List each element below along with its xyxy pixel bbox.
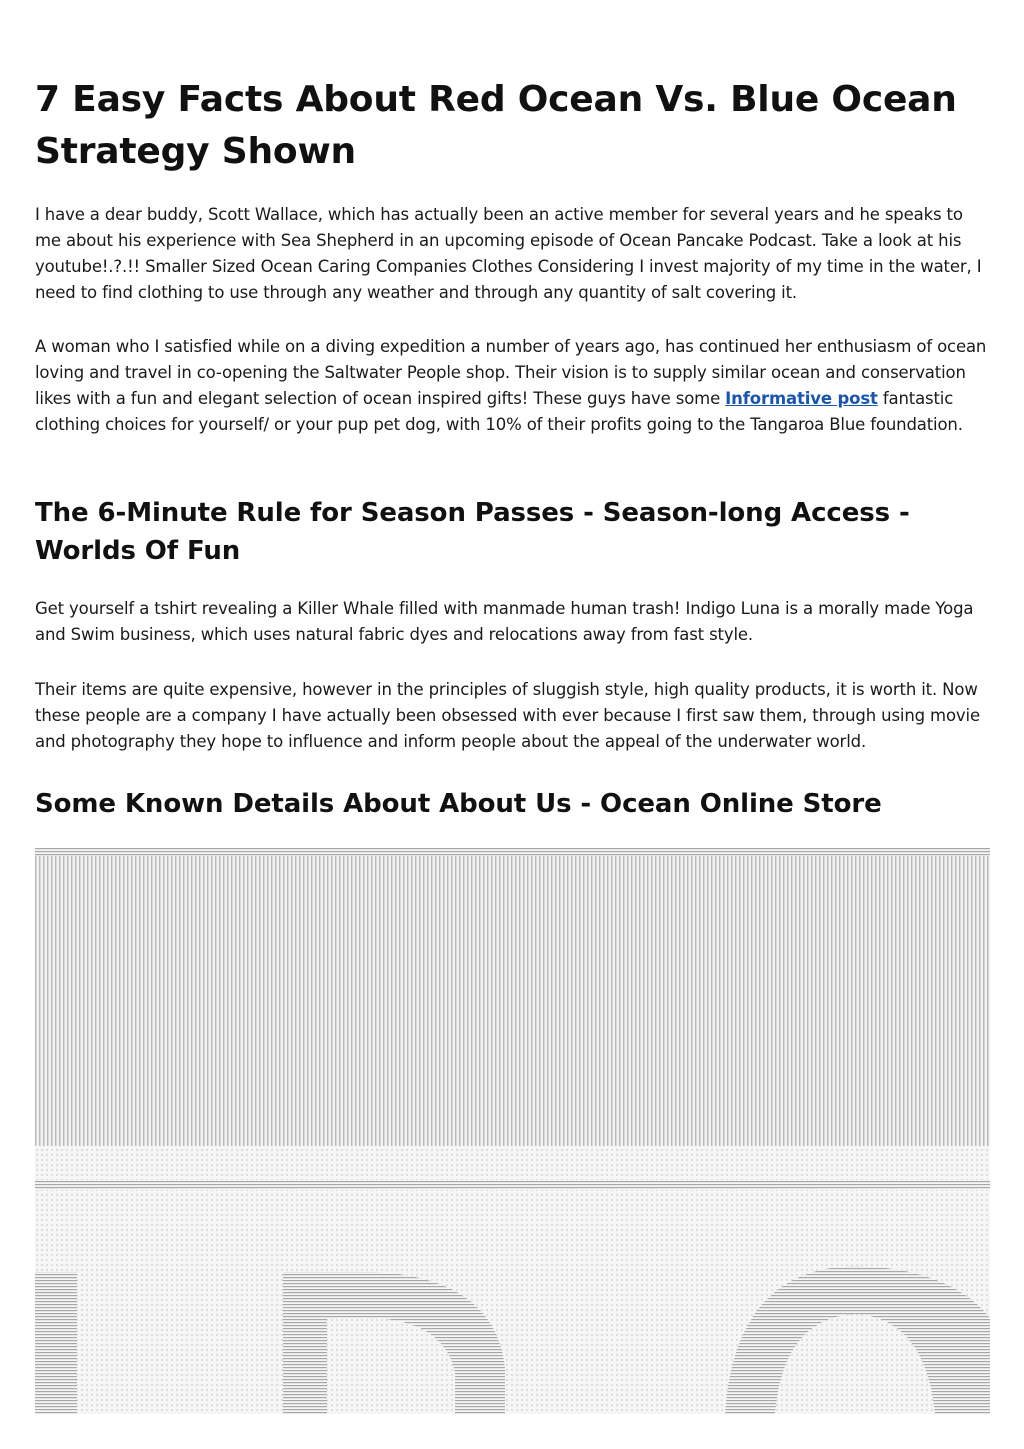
image-middle-band xyxy=(35,1180,990,1190)
article-paragraph-4: Their items are quite expensive, however in the principles of sluggish style, high quality products, it is worth it. Now these people are a company I have actually been obsessed with ever because I first saw them, through using movie and photography they hope to influence and inform people about the appeal of the underwater world. xyxy=(35,680,980,751)
image-dotted-band xyxy=(35,1146,990,1180)
informative-post-link[interactable]: Informative post xyxy=(725,389,878,408)
paragraph-2-text-start: A woman who I satisfied while on a diving expedition a number of years ago, has continued her enthusiasm of ocean loving and travel in co-opening the Saltwater People shop. Their vision is to supply similar ocean and conservation likes with a fun and elegant selection of ocean inspired gifts! These guys have some xyxy=(35,337,987,408)
paragraph-2-text-end: fantastic clothing choices for yourself/ or your pup pet dog, with 10% of their profits going to the Tangaroa Blue foundation. xyxy=(35,389,963,434)
section-heading-ocean-store: Some Known Details About About Us - Ocean Online Store xyxy=(35,789,882,819)
article-paragraph-2 xyxy=(35,334,990,438)
article-image-graphic xyxy=(35,848,990,1414)
article-title: 7 Easy Facts About Red Ocean Vs. Blue Ocean Strategy Shown xyxy=(35,79,957,172)
image-letter-shape-1 xyxy=(35,1272,77,1414)
image-vertical-stripes xyxy=(35,856,990,1146)
section-heading-season-passes: The 6-Minute Rule for Season Passes - Season-long Access - Worlds Of Fun xyxy=(35,498,910,566)
article-paragraph-3: Get yourself a tshirt revealing a Killer Whale filled with manmade human trash! Indigo Luna is a morally made Yoga and Swim business, which uses natural fabric dyes and relocations away from fast style. xyxy=(35,599,974,644)
image-top-band xyxy=(35,848,990,856)
article-image xyxy=(35,848,990,1414)
article-paragraph-1: I have a dear buddy, Scott Wallace, which has actually been an active member for several years and he speaks to me about his experience with Sea Shepherd in an upcoming episode of Ocean Pancake Podcast. Take a look at his youtube!.?.!! Smaller Sized Ocean Caring Companies Clothes Considering I invest majority of my time in the water, I need to find clothing to use through any weather and through any quantity of salt covering it. xyxy=(35,205,982,302)
